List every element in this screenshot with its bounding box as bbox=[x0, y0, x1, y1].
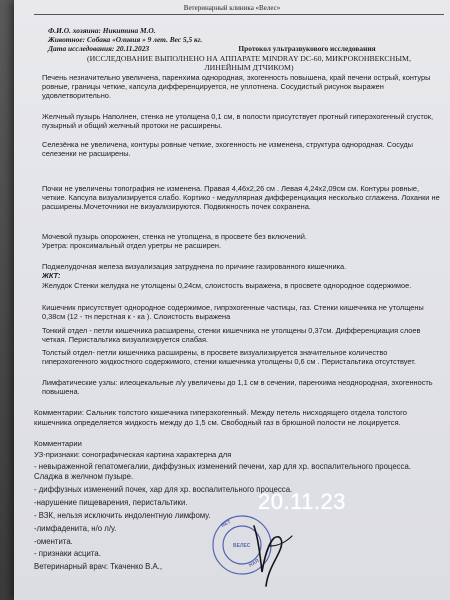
comments-section bbox=[34, 408, 438, 427]
thin-intestine-text: Тонкий отдел - петли кишечника расширены, стенки кишечника не утолщены 0,37см. Дифференциация слоев четкая. Перистальтика визуализируется слабая. bbox=[42, 326, 421, 345]
conclusion-label: Комментарии bbox=[34, 439, 82, 448]
gallbladder-text: Желчный пузырь Наполнен, стенка не утолщена 0,1 см, в полости присутствует протный гиперэхогенный сгусток, пузырный и общий желчный протоки не расширены. bbox=[42, 112, 434, 131]
document-page bbox=[14, 0, 450, 600]
date-line: Дата исследования: 20.11.2023 bbox=[48, 44, 150, 53]
conclusion-item-5: -лимфаденита, н/о л/у. bbox=[34, 524, 117, 533]
protocol-subtitle: (ИССЛЕДОВАНИЕ ВЫПОЛНЕНО НА АППАРАТЕ MINDRAY DC-60, МИКРОКОНВЕКСНЫМ, bbox=[87, 54, 411, 63]
bladder-text: Мочевой пузырь опорожнен, стенка не утолщена, в просвете без включений. bbox=[42, 232, 307, 241]
kidneys-text: Почки не увеличены топография не изменена. Правая 4,46х2,26 см . Левая 4,24х2,09см см. Контуры ровные, четкие. Капсула визуализируется слабо. Кортико - медуллярная дифференциация несколько сглажена. Лоханки не расширены.Мочеточники не визуализируются. Подвижность почек сохранена. bbox=[42, 184, 440, 212]
conclusion-item-3: -нарушение пищеварения, перистальтики. bbox=[34, 498, 188, 507]
svg-text:ВЕЛЕС: ВЕЛЕС bbox=[233, 543, 251, 549]
gi-heading: ЖКТ: bbox=[42, 271, 61, 280]
svg-text:НАЯ: НАЯ bbox=[248, 558, 261, 569]
stomach-text: Желудок Стенки желудка не утолщены 0,24см, слоистость выражена, в просвете однородное содержимое. bbox=[42, 281, 412, 290]
animal-line: Животное: Собака «Оливия » 9 лет. Вес 5,5 кг. bbox=[48, 35, 203, 44]
conclusion-item-2: - диффузных изменений почек, хар для хр. воспалительного процесса. bbox=[34, 485, 293, 494]
stomach-section bbox=[42, 281, 440, 290]
urethra-text: Уретра: проксимальный отдел уретры не расширен. bbox=[42, 241, 221, 250]
lymph-text: Лимфатические узлы: илеоцекальные л/у увеличены до 1,1 см в сечении, паренхима неоднородная, эхогенность повышена. bbox=[42, 378, 433, 397]
pancreas-text: Поджелудочная железа визуализация затруднена по причине газированного кишечника. bbox=[42, 262, 347, 271]
handwritten-date: 20.11.23 bbox=[258, 489, 347, 514]
svg-text:ВЕТ: ВЕТ bbox=[220, 519, 232, 529]
thin-intestine-section bbox=[42, 326, 440, 344]
conclusion-item-1: - невыраженной гепатомегалии, диффузных изменений печени, хар для хр. воспалительного процесса. Сладжа в желчном пузыре. bbox=[34, 462, 411, 481]
header-rule bbox=[34, 14, 444, 15]
protocol-title: Протокол ультразвукового исследования bbox=[238, 44, 376, 53]
conclusion-item-6: -оментита. bbox=[34, 537, 73, 546]
conclusion-item-7: - признаки асцита. bbox=[34, 549, 101, 558]
protocol-subtitle-2: ЛИНЕЙНЫМ ДТЧИКОМ) bbox=[204, 63, 294, 72]
comments-text: Комментарии: Сальник толстого кишечника гиперэхогенный. Между петель нисходящего отдела толстого кишечника определяется жидкость между до 1,5 см. Свободный газ в брюшной полости не лоцируется. bbox=[34, 408, 407, 427]
owner-line: Ф.И.О. хозяина: Никитина М.О. bbox=[48, 26, 156, 35]
intestine-text: Кишечник присутствует однородное содержимое, гипрэхогенные частицы, газ. Стенки кишечника не утолщены 0,38см (12 - тн перстная к - ка ). Слоистость выражена bbox=[42, 303, 424, 322]
conclusion-item-4: - ВЗК, нельзя исключить индолентную лимфому. bbox=[34, 511, 211, 520]
thick-intestine-section bbox=[42, 348, 442, 366]
vet-signature-line: Ветеринарный врач: Ткаченко В.А., bbox=[34, 562, 163, 571]
kidneys-section bbox=[42, 184, 440, 212]
liver-text: Печень незначительно увеличена, паренхима однородная, эхогенность повышена, край печени острый, контуры ровные, границы четкие, капсула дифференцируется, не уплотнена. Сосудистый рисунок выражен удовлетворительно. bbox=[42, 73, 431, 101]
bladder-section bbox=[42, 232, 440, 241]
vet-signature bbox=[240, 520, 300, 590]
pancreas-section bbox=[42, 262, 440, 271]
thick-intestine-text: Толстый отдел- петли кишечника расширены, в просвете визуализируется значительное количество гиперэхогенного жидкостного содержимого, стенки кишечника утолщены 0,6 см . Перистальтика отсутствует. bbox=[42, 348, 416, 367]
clinic-header: Ветеринарный клиника «Велес» bbox=[183, 4, 281, 12]
gallbladder-section bbox=[42, 112, 438, 130]
spleen-section bbox=[42, 140, 438, 158]
urethra-section bbox=[42, 241, 440, 250]
conclusion-heading: УЗ-признаки: сонографическая картина характерна для bbox=[34, 450, 232, 459]
lymph-section bbox=[42, 378, 442, 396]
liver-section bbox=[42, 73, 438, 101]
spleen-text: Селезёнка не увеличена, контуры ровные четкие, эхогенность не изменена, структура однородная. Сосуды селезенки не расширены. bbox=[42, 140, 413, 159]
intestine-section bbox=[42, 303, 440, 321]
